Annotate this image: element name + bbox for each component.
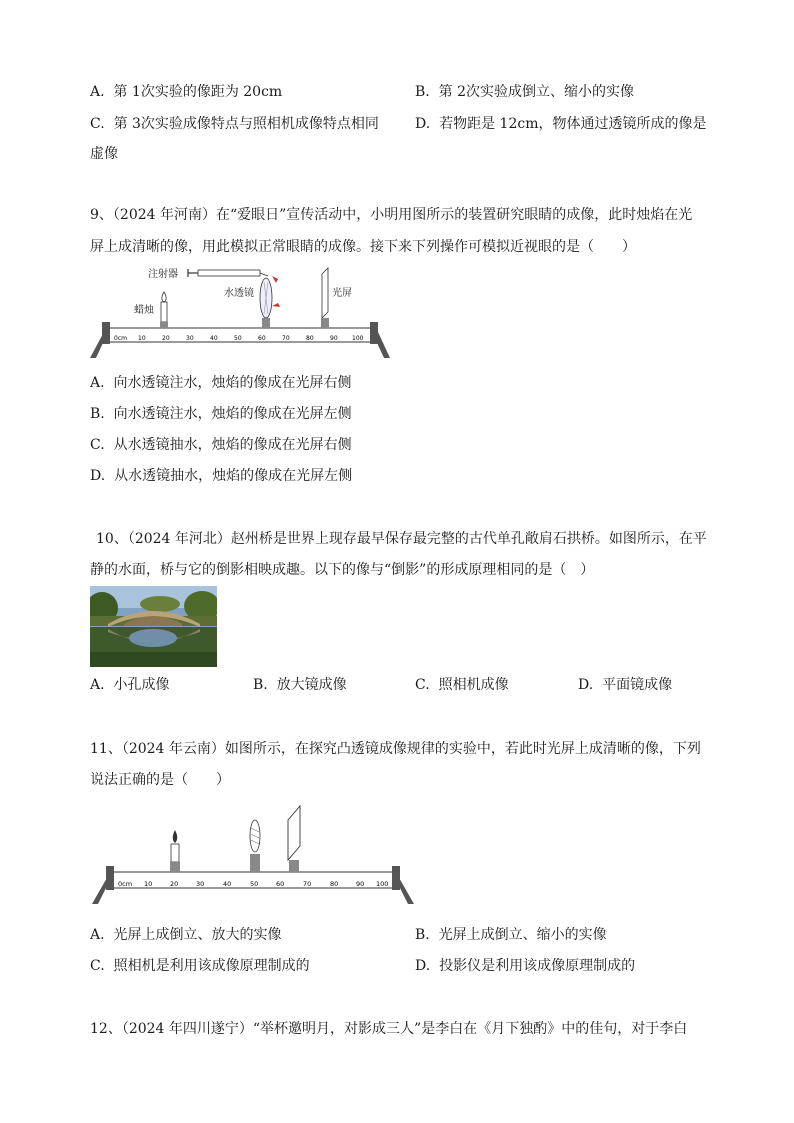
left-post: [102, 322, 110, 344]
right-post: [370, 322, 378, 344]
candle-label: 蜡烛: [134, 305, 154, 316]
tick-label: 40: [223, 880, 232, 888]
tick-label: 70: [282, 335, 290, 342]
right-post: [392, 866, 400, 890]
light-screen-icon: [288, 806, 300, 872]
q8-option-b: B. 第 2次实验成倒立、缩小的实像: [415, 84, 635, 100]
tick-label: 10: [138, 335, 146, 342]
tick-label: 0cm: [118, 880, 133, 888]
tick-label: 90: [330, 335, 338, 342]
tick-label: 40: [210, 335, 218, 342]
q9-option-d: D. 从水透镜抽水，烛焰的像成在光屏左侧: [90, 468, 353, 484]
q8-option-d: D. 若物距是 12cm，物体通过透镜所成的像是: [415, 116, 707, 132]
q8-option-a: A. 第 1次实验的像距为 20cm: [90, 84, 283, 100]
tick-label: 10: [144, 880, 153, 888]
q10-option-c: C. 照相机成像: [415, 677, 509, 693]
q9-optical-bench-figure: [88, 262, 394, 364]
q12-stem-line1: 12、（2024 年四川遂宁）“举杯邀明月，对影成三人”是李白在《月下独酌》中的佳句，对于李白: [90, 1021, 688, 1037]
q10-stem-line1: 10、（2024 年河北）赵州桥是世界上现存最早保存最完整的古代单孔敞肩石拱桥。如图所示，在平: [96, 531, 707, 547]
tick-label: 70: [303, 880, 312, 888]
tick-label: 80: [306, 335, 314, 342]
tick-label: 30: [196, 880, 205, 888]
syringe-label: 注射器: [148, 269, 178, 280]
q11-stem-line2: 说法正确的是（ ）: [90, 772, 230, 788]
q8-option-c: C. 第 3次实验成像特点与照相机成像特点相同: [90, 116, 379, 132]
tick-label: 60: [258, 335, 266, 342]
candle-icon: [170, 830, 180, 872]
candle-icon: [160, 292, 168, 328]
zhaozhou-bridge-photo: [90, 586, 217, 667]
screen-label: 光屏: [332, 288, 352, 299]
q9-option-a: A. 向水透镜注水，烛焰的像成在光屏右侧: [90, 375, 352, 391]
light-screen-icon: [321, 268, 329, 328]
tick-label: 50: [234, 335, 242, 342]
q11-stem-line1: 11、（2024 年云南）如图所示，在探究凸透镜成像规律的实验中，若此时光屏上成清晰的像，下列: [90, 741, 701, 757]
tick-label: 100: [376, 880, 389, 888]
tick-label: 30: [186, 335, 194, 342]
tick-label: 80: [330, 880, 339, 888]
tick-label: 90: [356, 880, 365, 888]
q9-option-c: C. 从水透镜抽水，烛焰的像成在光屏右侧: [90, 437, 352, 453]
q9-option-b: B. 向水透镜注水，烛焰的像成在光屏左侧: [90, 406, 352, 422]
tick-label: 100: [352, 335, 364, 342]
water-lens-icon: [260, 276, 280, 328]
left-post: [106, 866, 114, 890]
q10-option-a: A. 小孔成像: [90, 677, 170, 693]
q9-stem-line2: 屏上成清晰的像，用此模拟正常眼睛的成像。接下来下列操作可模拟近视眼的是（ ）: [90, 239, 636, 255]
q11-optical-bench-figure: [90, 800, 416, 910]
lens-label: 水透镜: [224, 288, 254, 299]
q10-option-b: B. 放大镜成像: [253, 677, 347, 693]
tick-label: 20: [170, 880, 179, 888]
q10-option-d: D. 平面镜成像: [578, 677, 673, 693]
q11-option-d: D. 投影仪是利用该成像原理制成的: [415, 958, 636, 974]
q10-stem-line2: 静的水面，桥与它的倒影相映成趣。以下的像与“倒影”的形成原理相同的是（ ）: [90, 562, 595, 578]
q9-stem-line1: 9、（2024 年河南）在“爱眼日”宣传活动中，小明用图所示的装置研究眼睛的成像，此时烛焰在光: [90, 207, 693, 223]
q11-option-b: B. 光屏上成倒立、缩小的实像: [415, 927, 607, 943]
tick-label: 50: [250, 880, 259, 888]
tick-label: 20: [162, 335, 170, 342]
q11-option-c: C. 照相机是利用该成像原理制成的: [90, 958, 310, 974]
q8-option-d-wrap: 虚像: [90, 146, 118, 162]
convex-lens-icon: [250, 820, 260, 872]
tick-label: 0cm: [114, 335, 127, 342]
syringe-icon: [188, 269, 268, 277]
tick-label: 60: [276, 880, 285, 888]
q11-option-a: A. 光屏上成倒立、放大的实像: [90, 927, 282, 943]
